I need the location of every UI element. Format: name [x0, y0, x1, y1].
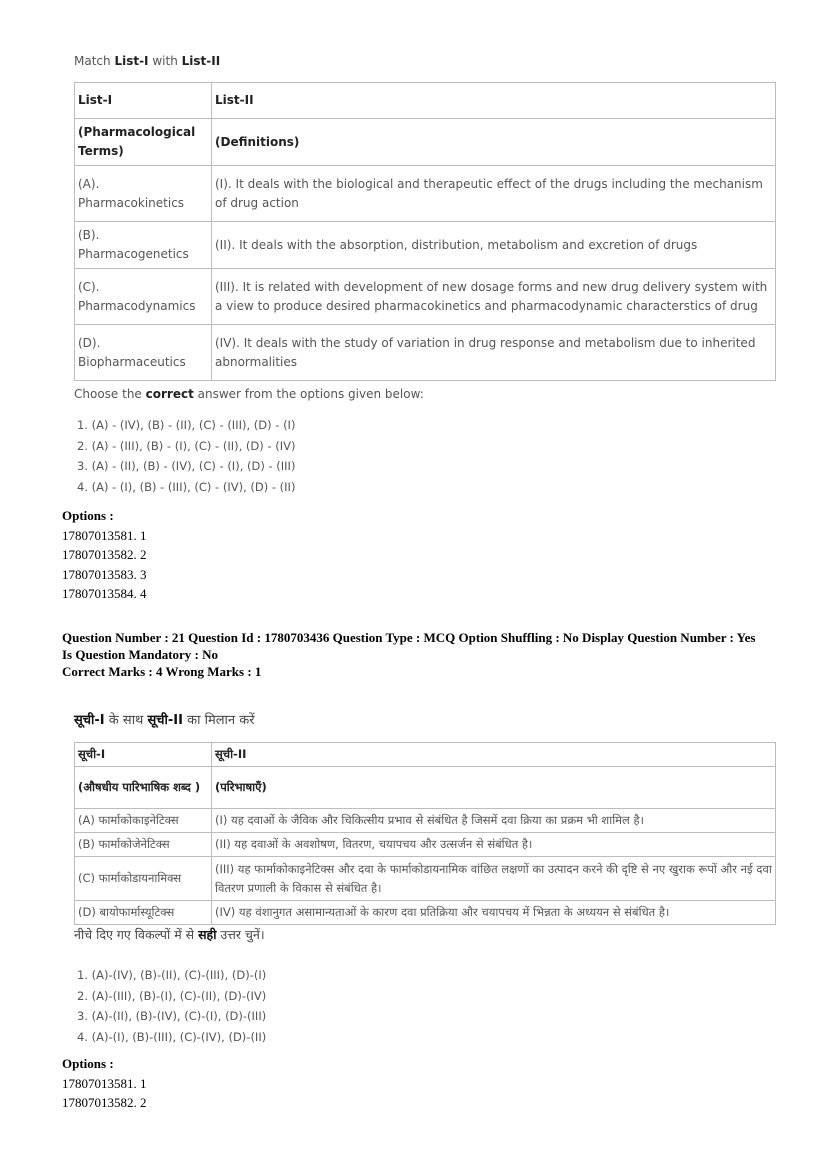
term-cell: (B) फार्माकोजेनेटिक्स — [75, 833, 212, 857]
subheader-definitions: (Definitions) — [212, 119, 776, 166]
answer-option: 3. (A)-(II), (B)-(IV), (C)-(I), (D)-(III) — [77, 1009, 267, 1023]
term-cell: (A) फार्माकोकाइनेटिक्स — [75, 809, 212, 833]
option-id: 17807013582. 2 — [62, 547, 147, 562]
table-subheader-row — [75, 119, 776, 166]
subheader-definitions: (परिभाषाएँ) — [212, 767, 776, 809]
definition-cell: (III). It is related with development of new dosage forms and new drug delivery system with a view to produce desired pharmacokinetics and pharmacodynamic characterstics of drug — [212, 269, 776, 325]
question-hindi — [74, 710, 776, 1047]
header-list-2: सूची-II — [212, 743, 776, 767]
term-cell: (B). Pharmacogenetics — [75, 222, 212, 269]
definition-cell: (I) यह दवाओं के जैविक और चिकित्सीय प्रभाव से संबंधित है जिसमें दवा क्रिया का प्रक्रम भी शामिल है। — [212, 809, 776, 833]
option-id: 17807013581. 1 — [62, 527, 147, 543]
option-id: 17807013584. 4 — [62, 586, 147, 601]
table-row — [75, 269, 776, 325]
option-id: 17807013582. 2 — [62, 1095, 147, 1110]
subheader-terms: (औषधीय पारिभाषिक शब्द ) — [75, 767, 212, 809]
choose-instruction: Choose the correct answer from the options given below: — [74, 387, 424, 401]
answer-options-hindi — [74, 965, 776, 1047]
options-block — [62, 506, 147, 604]
options-block — [62, 1054, 147, 1113]
answer-option: 2. (A)-(III), (B)-(I), (C)-(II), (D)-(IV) — [77, 988, 267, 1003]
term-cell: (C). Pharmacodynamics — [75, 269, 212, 325]
header-list-1: सूची-I — [75, 743, 212, 767]
question-mandatory-line: Is Question Mandatory : No — [62, 647, 219, 662]
table-row — [75, 857, 776, 901]
definition-cell: (IV). It deals with the study of variation in drug response and metabolism due to inherited abnormalities — [212, 325, 776, 381]
answer-option: 3. (A) - (II), (B) - (IV), (C) - (I), (D) - (III) — [77, 459, 296, 473]
table-row — [75, 222, 776, 269]
table-row — [75, 166, 776, 222]
term-cell: (D). Biopharmaceutics — [75, 325, 212, 381]
term-cell: (D) बायोफार्मास्यूटिक्स — [75, 901, 212, 925]
header-list-2: List-II — [212, 83, 776, 119]
definition-cell: (IV) यह वंशानुगत असामान्यताओं के कारण दवा प्रतिक्रिया और चयापचय में भिन्नता के अध्ययन से संबंधित है। — [212, 901, 776, 925]
definition-cell: (III) यह फार्माकोकाइनेटिक्स और दवा के फार्माकोडायनामिक वांछित लक्षणों का उत्पादन करने की दृष्टि से नए खुराक रूपों और नई दवा वितरण प्रणाली के विकास से संबंधित है। — [212, 857, 776, 901]
answer-option: 4. (A)-(I), (B)-(III), (C)-(IV), (D)-(II) — [77, 1029, 267, 1044]
question-prompt: Match List-I with List-II — [74, 54, 221, 68]
subheader-terms: (Pharmacological Terms) — [75, 119, 212, 166]
table-row — [75, 833, 776, 857]
question-english — [74, 54, 776, 497]
table-row — [75, 325, 776, 381]
table-header-row — [75, 743, 776, 767]
choose-instruction-hindi: नीचे दिए गए विकल्पों में से सही उत्तर चुनें। — [74, 927, 265, 942]
question-info-line: Question Number : 21 Question Id : 1780703436 Question Type : MCQ Option Shuffling : No Display Question Number : Yes — [62, 630, 756, 645]
answer-option: 1. (A)-(IV), (B)-(II), (C)-(III), (D)-(I) — [77, 968, 267, 982]
options-title: Options : — [62, 1056, 114, 1071]
definition-cell: (II). It deals with the absorption, distribution, metabolism and excretion of drugs — [212, 222, 776, 269]
answer-option: 2. (A) - (III), (B) - (I), (C) - (II), (D) - (IV) — [77, 438, 296, 453]
question-meta — [62, 629, 782, 680]
option-id: 17807013583. 3 — [62, 566, 147, 582]
table-header-row — [75, 83, 776, 119]
definition-cell: (I). It deals with the biological and therapeutic effect of the drugs including the mechanism of drug action — [212, 166, 776, 222]
term-cell: (C) फार्माकोडायनामिक्स — [75, 857, 212, 901]
question-prompt-hindi: सूची-I के साथ सूची-II का मिलान करें — [74, 713, 255, 728]
definition-cell: (II) यह दवाओं के अवशोषण, वितरण, चयापचय और उत्सर्जन से संबंधित है। — [212, 833, 776, 857]
table-row — [75, 809, 776, 833]
answer-option: 1. (A) - (IV), (B) - (II), (C) - (III), (D) - (I) — [77, 418, 296, 432]
answer-option: 4. (A) - (I), (B) - (III), (C) - (IV), (D) - (II) — [77, 479, 296, 494]
match-table-hindi — [74, 742, 776, 925]
table-subheader-row — [75, 767, 776, 809]
option-id: 17807013581. 1 — [62, 1075, 147, 1091]
question-marks-line: Correct Marks : 4 Wrong Marks : 1 — [62, 664, 262, 679]
options-title: Options : — [62, 508, 114, 523]
header-list-1: List-I — [75, 83, 212, 119]
match-table — [74, 82, 776, 381]
term-cell: (A). Pharmacokinetics — [75, 166, 212, 222]
answer-options — [74, 415, 776, 497]
table-row — [75, 901, 776, 925]
